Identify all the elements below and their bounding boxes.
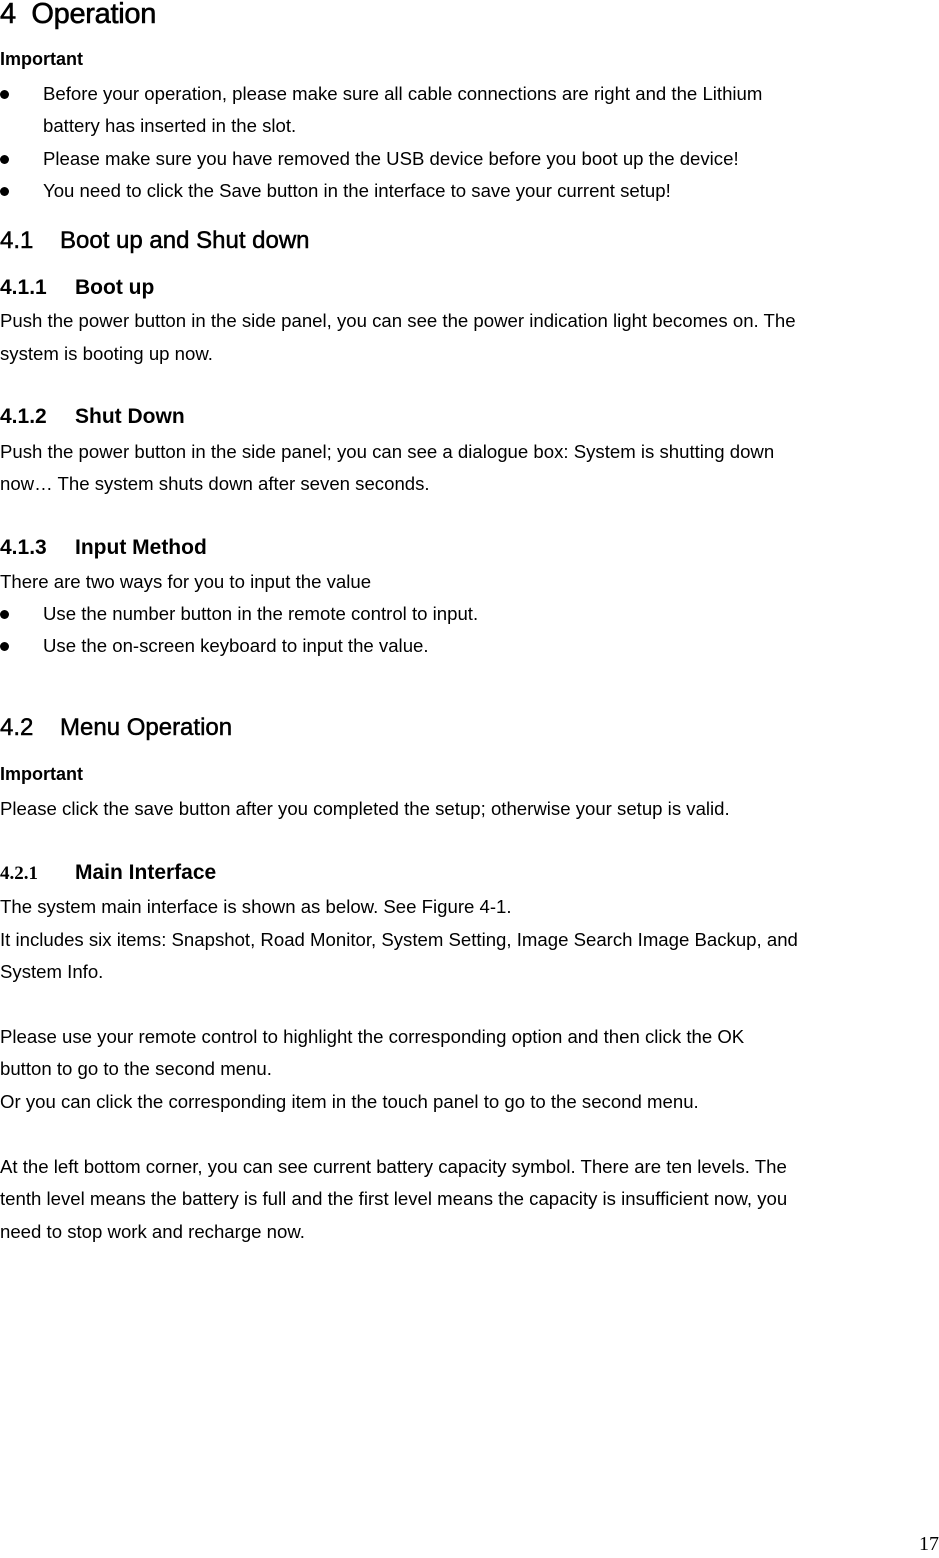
section-heading-4-2: 4.2 Menu Operation xyxy=(0,714,233,741)
paragraph-line: need to stop work and recharge now. xyxy=(0,1221,305,1242)
paragraph-line: System Info. xyxy=(0,961,104,982)
section-heading-4-1: 4.1 Boot up and Shut down xyxy=(0,227,310,254)
paragraph-line: tenth level means the battery is full and the first level means the capacity is insufficient now, you xyxy=(0,1188,788,1209)
paragraph-line: Push the power button in the side panel, you can see the power indication light becomes on. The xyxy=(0,310,796,331)
paragraph-line: button to go to the second menu. xyxy=(0,1058,272,1079)
bullet-icon xyxy=(0,90,9,99)
chapter-number: 4 xyxy=(0,0,16,30)
subsection-heading-4-1-1: 4.1.1 Boot up xyxy=(0,276,155,299)
bullet-icon xyxy=(0,187,9,196)
paragraph-line: At the left bottom corner, you can see current battery capacity symbol. There are ten levels. The xyxy=(0,1156,787,1177)
subsection-heading-4-1-2: 4.1.2 Shut Down xyxy=(0,405,185,428)
chapter-title: Operation xyxy=(31,0,157,30)
bullet-icon xyxy=(0,155,9,164)
paragraph-line: Push the power button in the side panel; you can see a dialogue box: System is shutting down xyxy=(0,441,775,462)
paragraph-line: There are two ways for you to input the value xyxy=(0,571,372,592)
paragraph-line: Please use your remote control to highlight the corresponding option and then click the OK xyxy=(0,1026,745,1047)
subsection-heading-4-1-3: 4.1.3 Input Method xyxy=(0,536,207,559)
subsection-heading-4-2-1: 4.2.1 Main Interface xyxy=(0,861,217,884)
page-number: 17 xyxy=(919,1533,939,1555)
paragraph-line: It includes six items: Snapshot, Road Monitor, System Setting, Image Search Image Backup, and xyxy=(0,929,798,950)
bullet-icon xyxy=(0,642,9,651)
paragraph-line: Or you can click the corresponding item in the touch panel to go to the second menu. xyxy=(0,1091,699,1112)
bullet-icon xyxy=(0,610,9,619)
document-page: 4 Operation Important Before your operation, please make sure all cable connections are right and the Lithium battery has inserted in the slot. Please make sure you have removed the USB device before you boot up the device! You need to click the Save button in the interface to save your current setup! 4.1 Boot up and Shut down 4.1.1 Boot up Push the power button in the side panel, you can see the power indication light becomes on. The system is booting up now. 4.1.2 Shut Down Push the power button in the side panel; you can see a dialogue box: System is shutting down now… The system shuts down after seven seconds. 4.1.3 Input Method There are two ways for you to input the value Use the number button in the remote control to input. Use the on-screen keyboard to input the value. 4.2 Menu Operation Important Please click the save button after you completed the setup; otherwise your setup is valid. 4.2.1 Main Interface The system main interface is shown as below. See Figure 4-1. It includes six items: Snapshot, Road Monitor, System Setting, Image Search Image Backup, and System Info. Please use your remote control to highlight the corresponding option and then click the OK button to go to the second menu. Or you can click the corresponding item in the touch panel to go to the second menu. At the left bottom corner, you can see current battery capacity symbol. There are ten levels. The tenth level means the battery is full and the first level means the capacity is insufficient now, you need to stop work and recharge now. 17 xyxy=(0,0,939,1555)
important-label: Important xyxy=(0,764,83,784)
paragraph-line: Please click the save button after you completed the setup; otherwise your setup is valid. xyxy=(0,798,730,819)
paragraph-line: now… The system shuts down after seven seconds. xyxy=(0,473,430,494)
paragraph-line: system is booting up now. xyxy=(0,343,213,364)
chapter-heading xyxy=(0,0,156,31)
important-label: Important xyxy=(0,49,83,69)
paragraph-line: The system main interface is shown as below. See Figure 4-1. xyxy=(0,896,512,917)
